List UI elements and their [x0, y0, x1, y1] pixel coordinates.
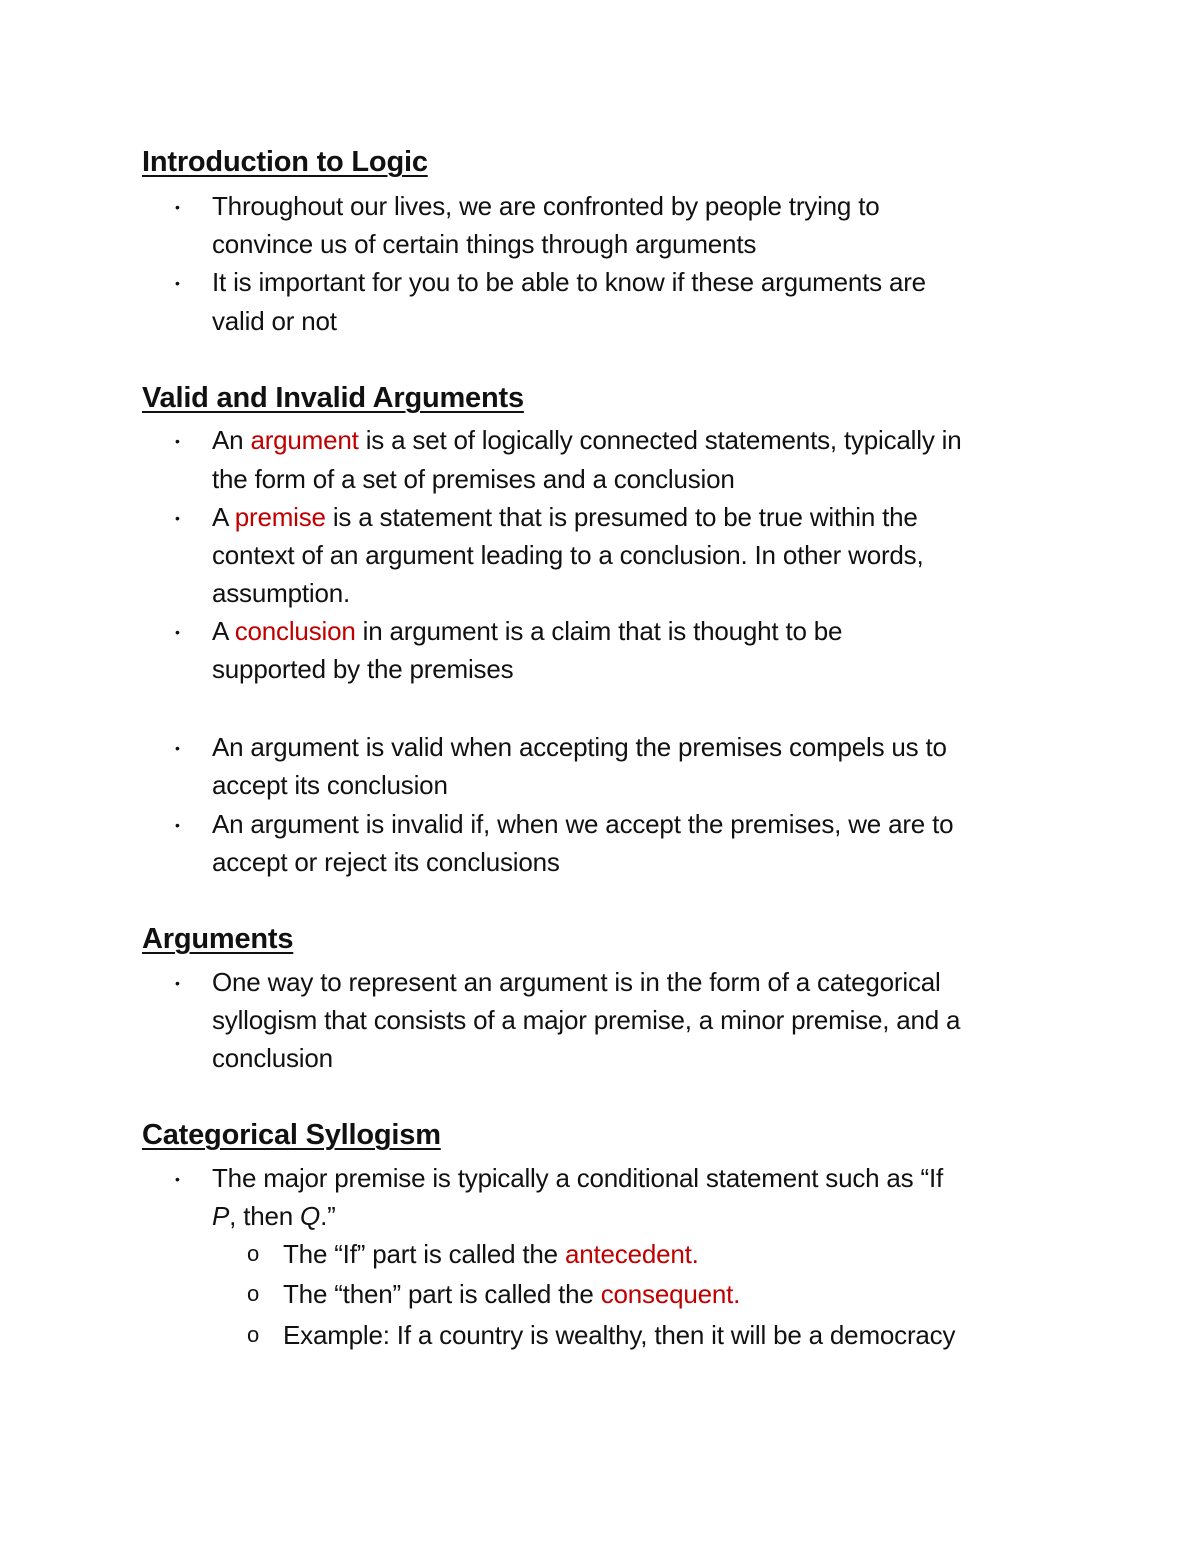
- sub-bullet-icon: o: [247, 1241, 260, 1266]
- section-heading-valid-invalid: Valid and Invalid Arguments: [142, 382, 524, 414]
- term-argument: argument: [250, 425, 359, 455]
- text-run: A: [212, 502, 235, 532]
- intro-bullet-2-line-1: It is important for you to be able to know if these arguments are: [212, 267, 926, 297]
- intro-bullet-1-line-1: Throughout our lives, we are confronted by people trying to: [212, 191, 880, 221]
- bullet-icon: •: [175, 199, 180, 215]
- term-premise: premise: [234, 502, 326, 532]
- syllogism-bullet-1-line-2: [212, 1197, 336, 1235]
- bullet-icon: •: [175, 433, 180, 449]
- variable-p: P: [212, 1201, 230, 1231]
- intro-bullet-1-line-2: convince us of certain things through arguments: [212, 229, 757, 259]
- section-heading-arguments: Arguments: [142, 923, 294, 955]
- text-run: An: [212, 425, 251, 455]
- valid-bullet-1-line-2: the form of a set of premises and a conclusion: [212, 464, 735, 494]
- text-run: The “then” part is called the: [283, 1279, 601, 1309]
- intro-bullet-2-line-2: valid or not: [212, 306, 337, 336]
- sub-bullet-icon: o: [247, 1322, 260, 1347]
- valid-bullet-2-line-1: [212, 498, 918, 536]
- text-run: .”: [320, 1201, 336, 1231]
- valid-bullet-5-line-2: accept or reject its conclusions: [212, 847, 560, 877]
- syllogism-sub-bullet-1: [283, 1235, 699, 1273]
- arguments-bullet-1-line-1: One way to represent an argument is in the form of a categorical: [212, 967, 941, 997]
- bullet-icon: •: [175, 275, 180, 291]
- arguments-bullet-1-line-3: conclusion: [212, 1043, 333, 1073]
- valid-bullet-2-line-3: assumption.: [212, 578, 350, 608]
- term-consequent: consequent.: [600, 1279, 741, 1309]
- valid-bullet-1-line-1: [212, 421, 961, 459]
- sub-bullet-icon: o: [247, 1281, 260, 1306]
- term-conclusion: conclusion: [234, 616, 356, 646]
- text-run: is a set of logically connected statements, typically in: [358, 425, 962, 455]
- text-run: A: [212, 616, 235, 646]
- bullet-icon: •: [175, 817, 180, 833]
- valid-bullet-2-line-2: context of an argument leading to a conclusion. In other words,: [212, 540, 924, 570]
- bullet-icon: •: [175, 975, 180, 991]
- section-heading-introduction: Introduction to Logic: [142, 146, 428, 178]
- arguments-bullet-1-line-2: syllogism that consists of a major premise, a minor premise, and a: [212, 1005, 961, 1035]
- valid-bullet-4-line-1: An argument is valid when accepting the premises compels us to: [212, 732, 947, 762]
- bullet-icon: •: [175, 510, 180, 526]
- valid-bullet-5-line-1: An argument is invalid if, when we accept the premises, we are to: [212, 809, 954, 839]
- text-run: The “If” part is called the: [283, 1239, 565, 1269]
- valid-bullet-4-line-2: accept its conclusion: [212, 770, 448, 800]
- bullet-icon: •: [175, 1171, 180, 1187]
- text-run: is a statement that is presumed to be true within the: [325, 502, 918, 532]
- bullet-icon: •: [175, 740, 180, 756]
- valid-bullet-3-line-1: [212, 612, 842, 650]
- variable-q: Q: [300, 1201, 321, 1231]
- syllogism-sub-bullet-2: [283, 1275, 740, 1313]
- text-run: in argument is a claim that is thought to be: [355, 616, 843, 646]
- term-antecedent: antecedent.: [564, 1239, 699, 1269]
- text-run: , then: [229, 1201, 301, 1231]
- valid-bullet-3-line-2: supported by the premises: [212, 654, 514, 684]
- syllogism-sub-bullet-3: Example: If a country is wealthy, then it will be a democracy: [283, 1320, 956, 1350]
- section-heading-categorical-syllogism: Categorical Syllogism: [142, 1119, 441, 1151]
- bullet-icon: •: [175, 624, 180, 640]
- syllogism-bullet-1-line-1: The major premise is typically a conditional statement such as “If: [212, 1163, 943, 1193]
